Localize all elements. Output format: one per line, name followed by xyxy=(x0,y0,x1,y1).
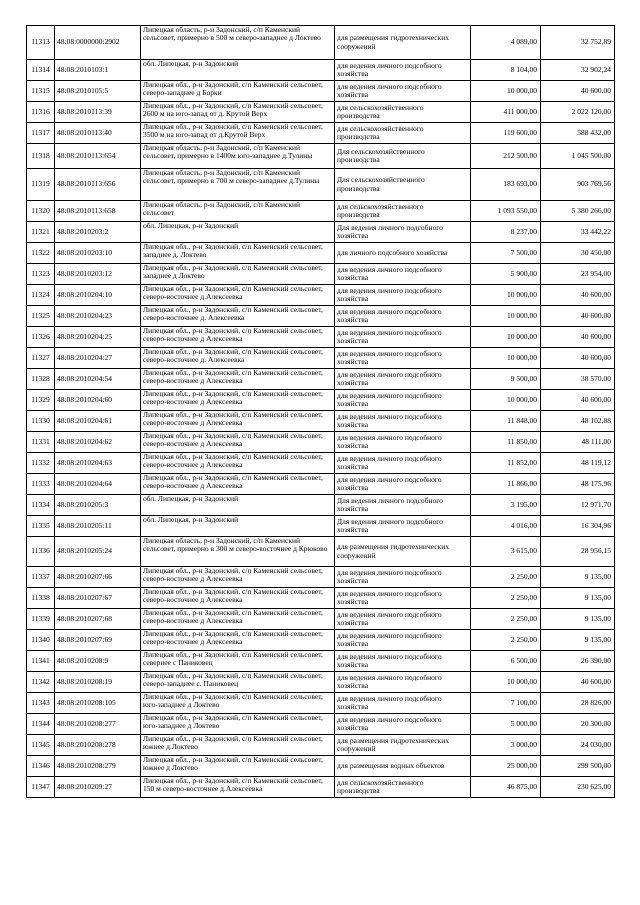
plot-location: Липецкая обл., р-н Задонский, с/п Каменский сельсовет, юго-западнее д Локтево xyxy=(141,693,335,714)
plot-area: 11 850,00 xyxy=(471,432,541,453)
table-row xyxy=(27,306,615,327)
table-row xyxy=(27,537,615,567)
plot-location: Липецкая область, р-н Задонский, с/п Каменский сельсовет, примерно в 500 м северо-западнее д Локтево xyxy=(141,26,335,60)
permitted-use: для сельскохозяйственного производства xyxy=(335,201,471,222)
row-number: 11340 xyxy=(27,630,55,651)
plot-area: 10 000,00 xyxy=(471,306,541,327)
row-number: 11323 xyxy=(27,264,55,285)
cadastral-value: 40 600,00 xyxy=(541,390,615,411)
table-row xyxy=(27,693,615,714)
permitted-use: для личного подсобного хозяйства xyxy=(335,243,471,264)
cadastral-value: 9 135,00 xyxy=(541,630,615,651)
permitted-use: для ведения личного подсобного хозяйства xyxy=(335,306,471,327)
table-row xyxy=(27,144,615,169)
cadastral-value: 16 304,96 xyxy=(541,516,615,537)
plot-area: 25 000,00 xyxy=(471,756,541,777)
permitted-use: для ведения личного подсобного хозяйства xyxy=(335,411,471,432)
cadastral-value: 588 432,00 xyxy=(541,123,615,144)
table-row xyxy=(27,285,615,306)
cadastral-value: 40 600,00 xyxy=(541,348,615,369)
cadastral-value: 1 045 500,00 xyxy=(541,144,615,169)
plot-location: Липецкая обл., р-н Задонский, с/п Каменский сельсовет, юго-западнее д Локтево xyxy=(141,714,335,735)
plot-location: Липецкая обл., р-н Задонский, с/п Каменский сельсовет, северо-восточнее д. Алексеевка xyxy=(141,306,335,327)
cadastral-value: 299 500,00 xyxy=(541,756,615,777)
cadastral-value: 28 826,00 xyxy=(541,693,615,714)
cadastral-value: 40 600,00 xyxy=(541,306,615,327)
plot-area: 10 000,00 xyxy=(471,348,541,369)
plot-area: 11 848,00 xyxy=(471,411,541,432)
cadastral-number: 48:08:2010205:24 xyxy=(55,537,141,567)
cadastral-number: 48:08:2010207:67 xyxy=(55,588,141,609)
row-number: 11347 xyxy=(27,777,55,798)
plot-area: 3 615,00 xyxy=(471,537,541,567)
cadastral-number: 48:08:2010113:39 xyxy=(55,102,141,123)
plot-area: 5 900,00 xyxy=(471,264,541,285)
permitted-use: для сельскохозяйственного производства xyxy=(335,777,471,798)
cadastral-number: 48:08:2010205:3 xyxy=(55,495,141,516)
plot-area: 4 016,00 xyxy=(471,516,541,537)
plot-location: Липецкая обл., р-н Задонский, с/п Каменский сельсовет, северо-восточнее д Алексеевка xyxy=(141,609,335,630)
table-row xyxy=(27,630,615,651)
permitted-use: для ведения личного подсобного хозяйства xyxy=(335,285,471,306)
plot-location: Липецкая обл., р-н Задонский, с/п Каменский сельсовет, 150 м северо-восточнее д.Алексеевка xyxy=(141,777,335,798)
table-row xyxy=(27,672,615,693)
plot-location: Липецкая область, р-н Задонский, с/п Каменский сельсовет, примерно в 300 м северо-восточнее д Крюково xyxy=(141,537,335,567)
permitted-use: для ведения личного подсобного хозяйства xyxy=(335,264,471,285)
table-row xyxy=(27,567,615,588)
plot-location: Липецкая обл., р-н Задонский, с/п Каменский сельсовет, северо-западнее с. Паниковец xyxy=(141,672,335,693)
plot-location: Липецкая обл., р-н Задонский, с/п Каменский сельсовет, севернее с Паниковец xyxy=(141,651,335,672)
plot-location: Липецкая обл., р-н Задонский, с/п Каменский сельсовет, северо-восточнее д Алексеевка xyxy=(141,327,335,348)
row-number: 11329 xyxy=(27,390,55,411)
plot-location: обл. Липецкая, р-н Задонский xyxy=(141,222,335,243)
plot-area: 4 089,00 xyxy=(471,26,541,60)
row-number: 11336 xyxy=(27,537,55,567)
permitted-use: для ведения личного подсобного хозяйства xyxy=(335,327,471,348)
plot-location: Липецкая обл., р-н Задонский, с/п Каменский сельсовет, северо-восточнее д Алексеевка xyxy=(141,630,335,651)
table-row xyxy=(27,81,615,102)
permitted-use: для сельскохозяйственного производства xyxy=(335,102,471,123)
cadastral-number: 48:08:2010208:19 xyxy=(55,672,141,693)
plot-area: 10 000,00 xyxy=(471,327,541,348)
plot-area: 3 000,00 xyxy=(471,735,541,756)
plot-location: обл. Липецкая, р-н Задонский xyxy=(141,516,335,537)
plot-area: 10 000,00 xyxy=(471,672,541,693)
cadastral-number: 48:08:2010204:25 xyxy=(55,327,141,348)
plot-area: 1 093 550,00 xyxy=(471,201,541,222)
cadastral-number: 48:08:2010209:27 xyxy=(55,777,141,798)
table-row xyxy=(27,777,615,798)
row-number: 11314 xyxy=(27,60,55,81)
row-number: 11318 xyxy=(27,144,55,169)
cadastral-number: 48:08:2010204:62 xyxy=(55,432,141,453)
table-row xyxy=(27,495,615,516)
permitted-use: для ведения личного подсобного хозяйства xyxy=(335,60,471,81)
cadastral-number: 48:08:2010103:1 xyxy=(55,60,141,81)
plot-location: Липецкая обл., р-н Задонский, с/п Каменский сельсовет, 2600 м на юго-запад от д. Крутой Верх xyxy=(141,102,335,123)
row-number: 11324 xyxy=(27,285,55,306)
plot-area: 7 100,00 xyxy=(471,693,541,714)
table-row xyxy=(27,390,615,411)
row-number: 11333 xyxy=(27,474,55,495)
plot-area: 10 000,00 xyxy=(471,390,541,411)
table-body xyxy=(27,26,615,798)
plot-location: Липецкая обл., р-н Задонский, с/п Каменский сельсовет, северо-восточнее д Алексеевка xyxy=(141,390,335,411)
row-number: 11343 xyxy=(27,693,55,714)
cadastral-value: 30 450,00 xyxy=(541,243,615,264)
plot-location: Липецкая обл., р-н Задонский, с/п Каменский сельсовет, северо-восточнее д.Алексеевка xyxy=(141,285,335,306)
cadastral-number: 48:08:0000000:2902 xyxy=(55,26,141,60)
plot-location: Липецкая обл., р-н Задонский, с/п Каменский сельсовет, северо-восточнее д. Алексеевка xyxy=(141,348,335,369)
plot-location: Липецкая обл., р-н Задонский, с/п Каменский сельсовет, южнее д Локтево xyxy=(141,756,335,777)
cadastral-number: 48:08:2010208:9 xyxy=(55,651,141,672)
plot-area: 8 104,00 xyxy=(471,60,541,81)
table-row xyxy=(27,714,615,735)
plot-area: 411 000,00 xyxy=(471,102,541,123)
cadastral-value: 48 111,00 xyxy=(541,432,615,453)
plot-location: Липецкая область, р-н Задонский, с/п Каменский сельсовет xyxy=(141,201,335,222)
plot-area: 6 500,00 xyxy=(471,651,541,672)
plot-location: Липецкая обл., р-н Задонский, с/п Каменский сельсовет, южнее д.Локтево xyxy=(141,735,335,756)
cadastral-value: 33 442,22 xyxy=(541,222,615,243)
land-plot-table xyxy=(26,25,615,798)
plot-location: Липецкая обл., р-н Задонский, с/п Каменский сельсовет, северо-восточнее д Алексеевка xyxy=(141,567,335,588)
cadastral-number: 48:08:2010204:27 xyxy=(55,348,141,369)
table-row xyxy=(27,369,615,390)
table-row xyxy=(27,60,615,81)
row-number: 11341 xyxy=(27,651,55,672)
plot-location: Липецкая область, р-н Задонский, с/п Каменский сельсовет, примерно в 1400м юго-западнее д.Тулины xyxy=(141,144,335,169)
cadastral-number: 48:08:2010113:656 xyxy=(55,169,141,201)
cadastral-number: 48:08:2010207:69 xyxy=(55,630,141,651)
cadastral-value: 9 135,00 xyxy=(541,609,615,630)
plot-location: Липецкая обл., р-н Задонский, с/п Каменский сельсовет, северо-восточнее д Алексеевка xyxy=(141,432,335,453)
cadastral-value: 2 022 120,00 xyxy=(541,102,615,123)
permitted-use: Для сельскохозяйственного производства xyxy=(335,144,471,169)
permitted-use: для размещения гидротехнических сооружений xyxy=(335,26,471,60)
plot-area: 183 693,00 xyxy=(471,169,541,201)
plot-location: Липецкая область, р-н Задонский, с/п Каменский сельсовет, примерно в 700 м северо-западнее д.Тулины xyxy=(141,169,335,201)
table-row xyxy=(27,474,615,495)
cadastral-value: 26 390,00 xyxy=(541,651,615,672)
row-number: 11317 xyxy=(27,123,55,144)
cadastral-value: 40 600,00 xyxy=(541,285,615,306)
plot-area: 46 875,00 xyxy=(471,777,541,798)
table-row xyxy=(27,123,615,144)
cadastral-value: 20 300,00 xyxy=(541,714,615,735)
plot-area: 2 250,00 xyxy=(471,588,541,609)
plot-area: 212 500,00 xyxy=(471,144,541,169)
permitted-use: Для ведения личного подсобного хозяйства xyxy=(335,495,471,516)
cadastral-number: 48:08:2010204:61 xyxy=(55,411,141,432)
row-number: 11313 xyxy=(27,26,55,60)
table-row xyxy=(27,453,615,474)
plot-area: 8 237,00 xyxy=(471,222,541,243)
cadastral-number: 48:08:2010203:2 xyxy=(55,222,141,243)
permitted-use: для размещения гидротехнических сооружений xyxy=(335,735,471,756)
table-row xyxy=(27,26,615,60)
cadastral-number: 48:08:2010113:654 xyxy=(55,144,141,169)
table-row xyxy=(27,609,615,630)
row-number: 11315 xyxy=(27,81,55,102)
row-number: 11320 xyxy=(27,201,55,222)
permitted-use: для ведения личного подсобного хозяйства xyxy=(335,693,471,714)
plot-location: Липецкая обл., р-н Задонский, с/п Каменский сельсовет, 3500 м на юго-запад от д.Крутой Верх xyxy=(141,123,335,144)
plot-area: 7 500,00 xyxy=(471,243,541,264)
cadastral-number: 48:08:2010105:5 xyxy=(55,81,141,102)
table-row xyxy=(27,264,615,285)
row-number: 11331 xyxy=(27,432,55,453)
table-row xyxy=(27,222,615,243)
cadastral-value: 9 135,00 xyxy=(541,567,615,588)
permitted-use: для ведения личного подсобного хозяйства xyxy=(335,672,471,693)
permitted-use: для ведения личного подсобного хозяйства xyxy=(335,453,471,474)
table-row xyxy=(27,516,615,537)
table-row xyxy=(27,735,615,756)
plot-area: 3 195,00 xyxy=(471,495,541,516)
cadastral-value: 48 102,88 xyxy=(541,411,615,432)
table-row xyxy=(27,169,615,201)
cadastral-value: 48 119,12 xyxy=(541,453,615,474)
cadastral-value: 23 954,00 xyxy=(541,264,615,285)
cadastral-value: 24 030,00 xyxy=(541,735,615,756)
plot-area: 2 250,00 xyxy=(471,630,541,651)
row-number: 11332 xyxy=(27,453,55,474)
row-number: 11339 xyxy=(27,609,55,630)
row-number: 11335 xyxy=(27,516,55,537)
row-number: 11338 xyxy=(27,588,55,609)
registry-sheet xyxy=(26,25,615,798)
plot-area: 2 250,00 xyxy=(471,567,541,588)
cadastral-number: 48:08:2010204:63 xyxy=(55,453,141,474)
cadastral-value: 32 902,24 xyxy=(541,60,615,81)
plot-location: обл. Липецкая, р-н Задонский xyxy=(141,495,335,516)
table-row xyxy=(27,102,615,123)
row-number: 11344 xyxy=(27,714,55,735)
permitted-use: для ведения личного подсобного хозяйства xyxy=(335,609,471,630)
cadastral-number: 48:08:2010203:12 xyxy=(55,264,141,285)
cadastral-value: 9 135,00 xyxy=(541,588,615,609)
table-row xyxy=(27,201,615,222)
table-row xyxy=(27,243,615,264)
cadastral-value: 38 570,00 xyxy=(541,369,615,390)
table-row xyxy=(27,348,615,369)
row-number: 11337 xyxy=(27,567,55,588)
permitted-use: для ведения личного подсобного хозяйства xyxy=(335,651,471,672)
cadastral-value: 40 600,00 xyxy=(541,672,615,693)
plot-location: обл. Липецкая, р-н Задонский xyxy=(141,60,335,81)
cadastral-number: 48:08:2010204:23 xyxy=(55,306,141,327)
table-row xyxy=(27,432,615,453)
row-number: 11316 xyxy=(27,102,55,123)
permitted-use: Для сельскохозяйственного производства xyxy=(335,169,471,201)
cadastral-number: 48:08:2010208:105 xyxy=(55,693,141,714)
cadastral-value: 32 752,89 xyxy=(541,26,615,60)
permitted-use: для ведения личного подсобного хозяйства xyxy=(335,432,471,453)
table-row xyxy=(27,588,615,609)
permitted-use: для ведения личного подсобного хозяйства xyxy=(335,567,471,588)
row-number: 11319 xyxy=(27,169,55,201)
plot-location: Липецкая обл., р-н Задонский, с/п Каменский сельсовет, северо-восточнее д Алексеевка xyxy=(141,453,335,474)
plot-area: 10 000,00 xyxy=(471,81,541,102)
cadastral-number: 48:08:2010204:54 xyxy=(55,369,141,390)
row-number: 11334 xyxy=(27,495,55,516)
cadastral-number: 48:08:2010208:278 xyxy=(55,735,141,756)
plot-location: Липецкая обл., р-н Задонский, с/п Каменский сельсовет, северо-восточнее д Алексеевка xyxy=(141,588,335,609)
permitted-use: для ведения личного подсобного хозяйства xyxy=(335,390,471,411)
plot-area: 10 000,00 xyxy=(471,285,541,306)
plot-area: 5 000,00 xyxy=(471,714,541,735)
cadastral-value: 5 380 266,00 xyxy=(541,201,615,222)
cadastral-number: 48:08:2010208:279 xyxy=(55,756,141,777)
table-row xyxy=(27,756,615,777)
cadastral-number: 48:08:2010113:658 xyxy=(55,201,141,222)
cadastral-number: 48:08:2010204:64 xyxy=(55,474,141,495)
row-number: 11328 xyxy=(27,369,55,390)
plot-location: Липецкая обл., р-н Задонский, с/п Каменский сельсовет, северо-восточнее д Алексеевка xyxy=(141,411,335,432)
plot-location: Липецкая обл., р-н Задонский, с/п Каменский сельсовет, западнее д. Локтево xyxy=(141,243,335,264)
cadastral-number: 48:08:2010204:10 xyxy=(55,285,141,306)
permitted-use: для ведения личного подсобного хозяйства xyxy=(335,369,471,390)
plot-area: 2 250,00 xyxy=(471,609,541,630)
plot-location: Липецкая обл., р-н Задонский, с/п Каменский сельсовет, северо-восточнее д Алексеевка xyxy=(141,474,335,495)
cadastral-number: 48:08:2010207:68 xyxy=(55,609,141,630)
cadastral-value: 903 769,56 xyxy=(541,169,615,201)
cadastral-number: 48:08:2010207:66 xyxy=(55,567,141,588)
permitted-use: для ведения личного подсобного хозяйства xyxy=(335,348,471,369)
row-number: 11327 xyxy=(27,348,55,369)
cadastral-number: 48:08:2010203:10 xyxy=(55,243,141,264)
permitted-use: для ведения личного подсобного хозяйства xyxy=(335,474,471,495)
row-number: 11342 xyxy=(27,672,55,693)
plot-location: Липецкая обл., р-н Задонский, с/п Каменский сельсовет, северо-восточнее д Алексеевка xyxy=(141,369,335,390)
cadastral-value: 48 175,96 xyxy=(541,474,615,495)
permitted-use: для размещения водных объектов xyxy=(335,756,471,777)
plot-area: 119 600,00 xyxy=(471,123,541,144)
table-row xyxy=(27,651,615,672)
cadastral-value: 40 600,00 xyxy=(541,327,615,348)
table-row xyxy=(27,411,615,432)
row-number: 11325 xyxy=(27,306,55,327)
permitted-use: для размещения гидротехнических сооружений xyxy=(335,537,471,567)
permitted-use: для сельскохозяйственного производства xyxy=(335,123,471,144)
plot-area: 11 852,00 xyxy=(471,453,541,474)
permitted-use: для ведения личного подсобного хозяйства xyxy=(335,588,471,609)
permitted-use: для ведения личного подсобного хозяйства xyxy=(335,81,471,102)
permitted-use: для ведения личного подсобного хозяйства xyxy=(335,714,471,735)
cadastral-value: 28 956,15 xyxy=(541,537,615,567)
permitted-use: Для ведения личного подсобного хозяйства xyxy=(335,516,471,537)
table-row xyxy=(27,327,615,348)
cadastral-number: 48:08:2010113:40 xyxy=(55,123,141,144)
plot-area: 9 500,00 xyxy=(471,369,541,390)
row-number: 11346 xyxy=(27,756,55,777)
cadastral-value: 12 971,70 xyxy=(541,495,615,516)
cadastral-value: 230 625,00 xyxy=(541,777,615,798)
cadastral-number: 48:08:2010208:277 xyxy=(55,714,141,735)
plot-area: 11 866,00 xyxy=(471,474,541,495)
plot-location: Липецкая обл., р-н Задонский, с/п Каменский сельсовет, северо-западнее д Борки xyxy=(141,81,335,102)
row-number: 11322 xyxy=(27,243,55,264)
row-number: 11330 xyxy=(27,411,55,432)
permitted-use: Для ведения личного подсобного хозяйства xyxy=(335,222,471,243)
row-number: 11326 xyxy=(27,327,55,348)
cadastral-value: 40 600,00 xyxy=(541,81,615,102)
row-number: 11321 xyxy=(27,222,55,243)
plot-location: Липецкая обл., р-н Задонский, с/п Каменский сельсовет, западнее д Локтево xyxy=(141,264,335,285)
row-number: 11345 xyxy=(27,735,55,756)
cadastral-number: 48:08:2010204:60 xyxy=(55,390,141,411)
permitted-use: для ведения личного подсобного хозяйства xyxy=(335,630,471,651)
cadastral-number: 48:08:2010205:11 xyxy=(55,516,141,537)
